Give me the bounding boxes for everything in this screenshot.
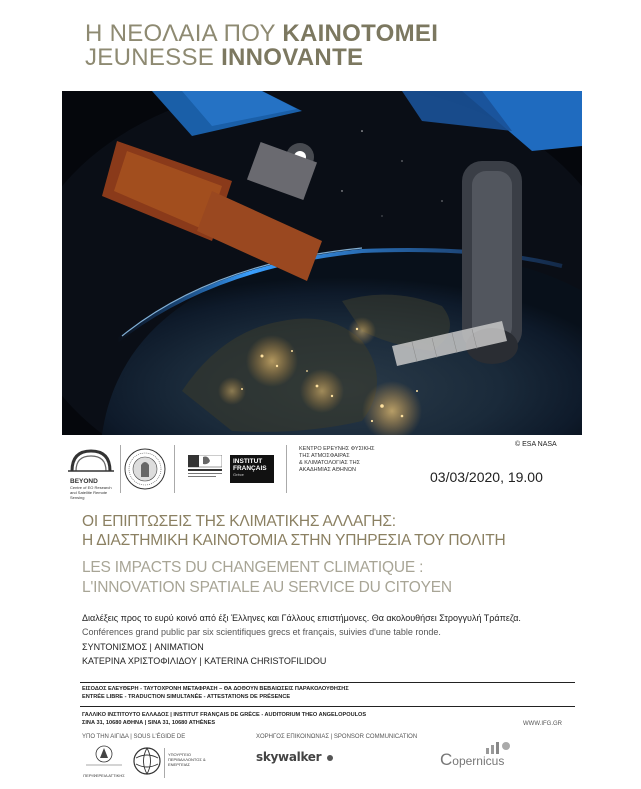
region-attica-logo xyxy=(82,744,126,778)
header-greek-bold: ΚΑΙΝΟΤΟΜΕΙ xyxy=(282,20,439,47)
divider-line xyxy=(80,706,575,707)
copernicus-c-icon: C xyxy=(440,750,453,769)
photo-credit: © ESA NASA xyxy=(515,441,557,448)
sponsor-label: ΧΟΡΗΓΟΣ ΕΠΙΚΟΙΝΩΝΙΑΣ | SPONSOR COMMUNICATION xyxy=(256,734,418,740)
institut-sub: Grèce xyxy=(233,472,244,477)
skywalker-dot-icon xyxy=(327,755,333,761)
entry-greek: ΕΙΣΟΔΟΣ ΕΛΕΥΘΕΡΗ - ΤΑΥΤΟΧΡΟΝΗ ΜΕΤΑΦΡΑΣΗ – ΘΑ ΔΟΘΟΥΝ ΒΕΒΑΙΩΣΕΙΣ ΠΑΡΑΚΟΛΟΥΘΗΣΗΣ xyxy=(82,686,349,692)
marianne-icon xyxy=(188,455,222,481)
beyond-name: BEYOND xyxy=(70,478,98,485)
venue-name: ΓΑΛΛΙΚΟ ΙΝΣΤΙΤΟΥΤΟ ΕΛΛΑΔΟΣ | INSTITUT FRANÇAIS DE GRÈCE - AUDITORIUM THEO ANGELOPOULOS xyxy=(82,712,367,718)
header-french-light: JEUNESSE xyxy=(85,44,215,71)
institut-francais-logo xyxy=(230,455,274,483)
logo-divider xyxy=(120,445,121,493)
skywalker-logo xyxy=(256,748,333,766)
logo-divider xyxy=(286,445,287,493)
description-greek: Διαλέξεις προς το ευρύ κοινό από έξι Έλληνες και Γάλλους επιστήμονες. Θα ακολουθήσει Στρογγυλή Τράπεζα. xyxy=(82,613,521,623)
logo-divider xyxy=(164,748,165,778)
region-logo-text: ΠΕΡΙΦΕΡΕΙΑ ΑΤΤΙΚΗΣ xyxy=(83,773,125,778)
event-description xyxy=(82,612,521,667)
divider-line xyxy=(80,682,575,683)
event-titles xyxy=(82,512,506,598)
entry-french: ENTRÉE LIBRE - TRADUCTION SIMULTANÉE - ATTESTATIONS DE PRÉSENCE xyxy=(82,694,291,700)
website-link[interactable]: WWW.IFG.GR xyxy=(523,721,562,727)
venue-address: ΣΙΝΑ 31, 10680 ΑΘΗΝΑ | SINA 31, 10680 ATHÈNES xyxy=(82,720,216,726)
moderator-name: ΚΑΤΕΡΙΝΑ ΧΡΙΣΤΟΦΙΛΙΔΟΥ | KATERINA CHRISTOFILIDOU xyxy=(82,656,327,666)
seal-icon xyxy=(122,445,168,493)
institut-line2: FRANÇAIS xyxy=(233,465,267,472)
french-embassy-logo xyxy=(188,455,222,486)
skywalker-text: skywalker xyxy=(256,750,322,764)
moderation-label: ΣΥΝΤΟΝΙΣΜΟΣ | ANIMATION xyxy=(82,642,204,652)
title-french-line1: LES IMPACTS DU CHANGEMENT CLIMATIQUE : xyxy=(82,559,424,576)
ministry-environment-logo xyxy=(132,746,162,781)
greek-emblem-icon xyxy=(82,744,126,768)
globe-icon xyxy=(132,746,162,776)
title-greek-line1: ΟΙ ΕΠΙΠΤΩΣΕΙΣ ΤΗΣ ΚΛΙΜΑΤΙΚΗΣ ΑΛΛΑΓΗΣ: xyxy=(82,513,396,530)
title-greek-line2: Η ΔΙΑΣΤΗΜΙΚΗ ΚΑΙΝΟΤΟΜΙΑ ΣΤΗΝ ΥΠΗΡΕΣΙΑ ΤΟΥ ΠΟΛΙΤΗ xyxy=(82,532,506,549)
description-french: Conférences grand public par six scientifiques grecs et français, suivies d'une table ronde. xyxy=(82,627,441,637)
copernicus-wordmark xyxy=(440,750,504,770)
poster-header xyxy=(85,22,438,70)
hero-space-photo xyxy=(62,91,582,435)
ministry-logo-text: ΥΠΟΥΡΓΕΙΟ ΠΕΡΙΒΑΛΛΟΝΤΟΣ & ΕΝΕΡΓΕΙΑΣ xyxy=(168,752,206,767)
logo-divider xyxy=(174,445,175,493)
research-centre-text: ΚΕΝΤΡΟ ΕΡΕΥΝΗΣ ΦΥΣΙΚΗΣ ΤΗΣ ΑΤΜΟΣΦΑΙΡΑΣ & ΚΛΙΜΑΤΟΛΟΓΙΑΣ ΤΗΣ ΑΚΑΔΗΜΙΑΣ ΑΘΗΝΩΝ xyxy=(299,446,375,473)
beyond-logo xyxy=(62,445,120,500)
academy-seal-logo xyxy=(122,445,168,498)
event-date: 03/03/2020, 19.00 xyxy=(430,469,543,485)
title-french-line2: L'INNOVATION SPATIALE AU SERVICE DU CITOYEN xyxy=(82,579,452,596)
header-greek-light: Η ΝΕΟΛΑΙΑ ΠΟΥ xyxy=(85,20,276,47)
header-french xyxy=(85,46,438,70)
institut-line1: INSTITUT xyxy=(233,458,263,465)
beyond-dome-icon xyxy=(62,445,120,473)
header-french-bold: INNOVANTE xyxy=(221,44,364,71)
beyond-subtitle: Centre of EO Research and Satellite Remote Sensing xyxy=(70,485,112,500)
header-greek xyxy=(85,22,438,46)
copernicus-text: opernicus xyxy=(452,754,505,768)
patronage-label: ΥΠΟ ΤΗΝ ΑΙΓΙΔΑ | SOUS L'ÉGIDE DE xyxy=(82,734,186,740)
